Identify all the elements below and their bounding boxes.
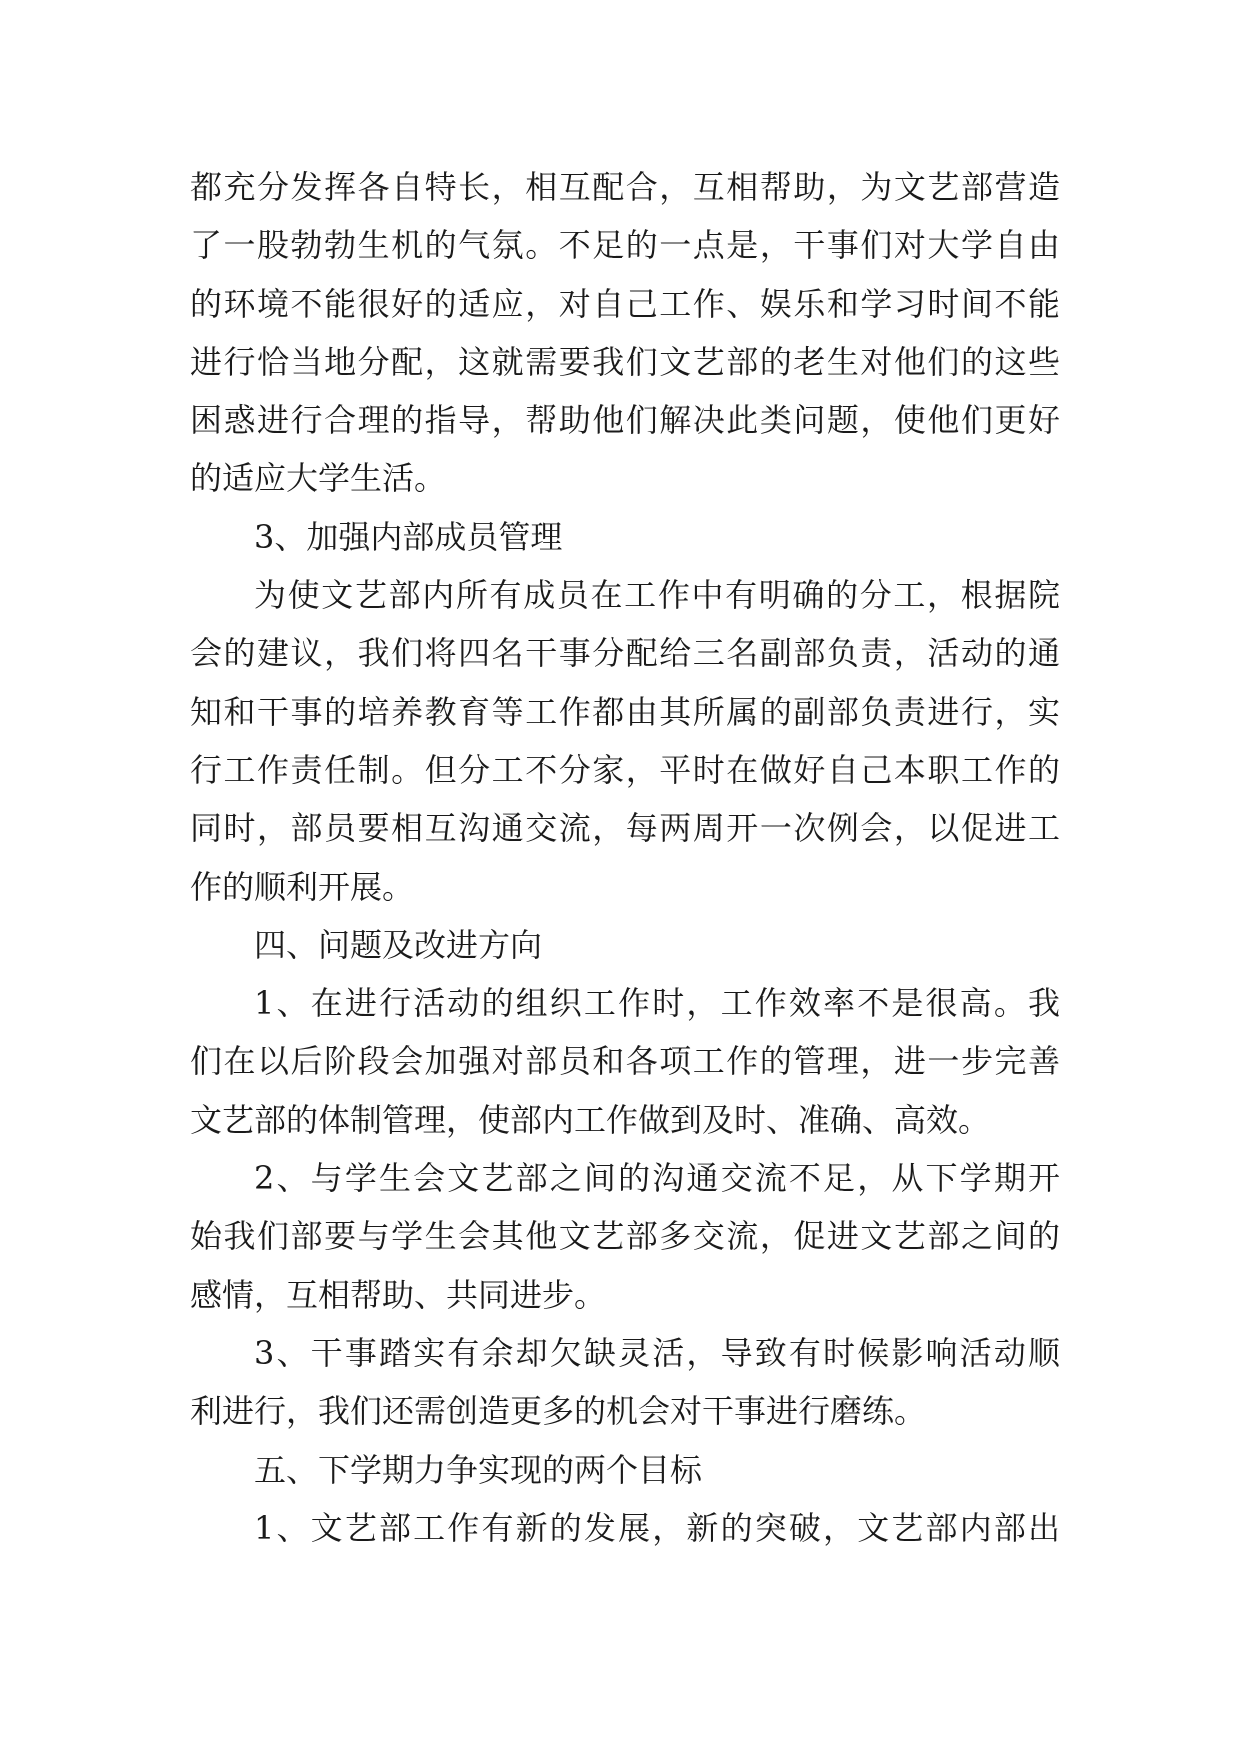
paragraph-line: 为使文艺部内所有成员在工作中有明确的分工，根据院 xyxy=(254,576,1060,615)
paragraph-line: 1、文艺部工作有新的发展，新的突破，文艺部内部出 xyxy=(254,1508,1060,1547)
paragraph-line: 的环境不能很好的适应，对自己工作、娱乐和学习时间不能 xyxy=(190,284,1060,323)
paragraph-line: 3、干事踏实有余却欠缺灵活，导致有时候影响活动顺 xyxy=(254,1333,1060,1372)
paragraph-line: 始我们部要与学生会其他文艺部多交流，促进文艺部之间的 xyxy=(190,1217,1060,1256)
paragraph-line: 的适应大学生活。 xyxy=(190,459,447,498)
paragraph-line: 感情，互相帮助、共同进步。 xyxy=(190,1275,607,1314)
paragraph-line: 都充分发挥各自特长，相互配合，互相帮助，为文艺部营造 xyxy=(190,168,1060,206)
paragraph-line: 们在以后阶段会加强对部员和各项工作的管理，进一步完善 xyxy=(190,1042,1060,1081)
section-heading: 五、下学期力争实现的两个目标 xyxy=(254,1450,703,1489)
paragraph-line: 文艺部的体制管理，使部内工作做到及时、准确、高效。 xyxy=(190,1100,991,1139)
paragraph-line: 作的顺利开展。 xyxy=(190,867,415,906)
paragraph-line: 2、与学生会文艺部之间的沟通交流不足，从下学期开 xyxy=(254,1159,1060,1198)
paragraph-line: 行工作责任制。但分工不分家，平时在做好自己本职工作的 xyxy=(190,750,1060,789)
paragraph-line: 困惑进行合理的指导，帮助他们解决此类问题，使他们更好 xyxy=(190,401,1060,440)
paragraph-line: 知和干事的培养教育等工作都由其所属的副部负责进行，实 xyxy=(190,692,1060,731)
paragraph-line: 1、在进行活动的组织工作时，工作效率不是很高。我 xyxy=(254,984,1060,1023)
section-heading: 四、问题及改进方向 xyxy=(254,925,543,964)
paragraph-line: 了一股勃勃生机的气氛。不足的一点是，干事们对大学自由 xyxy=(190,226,1060,265)
paragraph-line: 会的建议，我们将四名干事分配给三名副部负责，活动的通 xyxy=(190,634,1060,673)
paragraph-line: 利进行，我们还需创造更多的机会对干事进行磨练。 xyxy=(190,1392,927,1431)
body-text xyxy=(190,158,1060,1557)
paragraph-line: 进行恰当地分配，这就需要我们文艺部的老生对他们的这些 xyxy=(190,342,1060,381)
paragraph-line: 同时，部员要相互沟通交流，每两周开一次例会，以促进工 xyxy=(190,809,1060,848)
section-heading: 3、加强内部成员管理 xyxy=(254,517,563,556)
